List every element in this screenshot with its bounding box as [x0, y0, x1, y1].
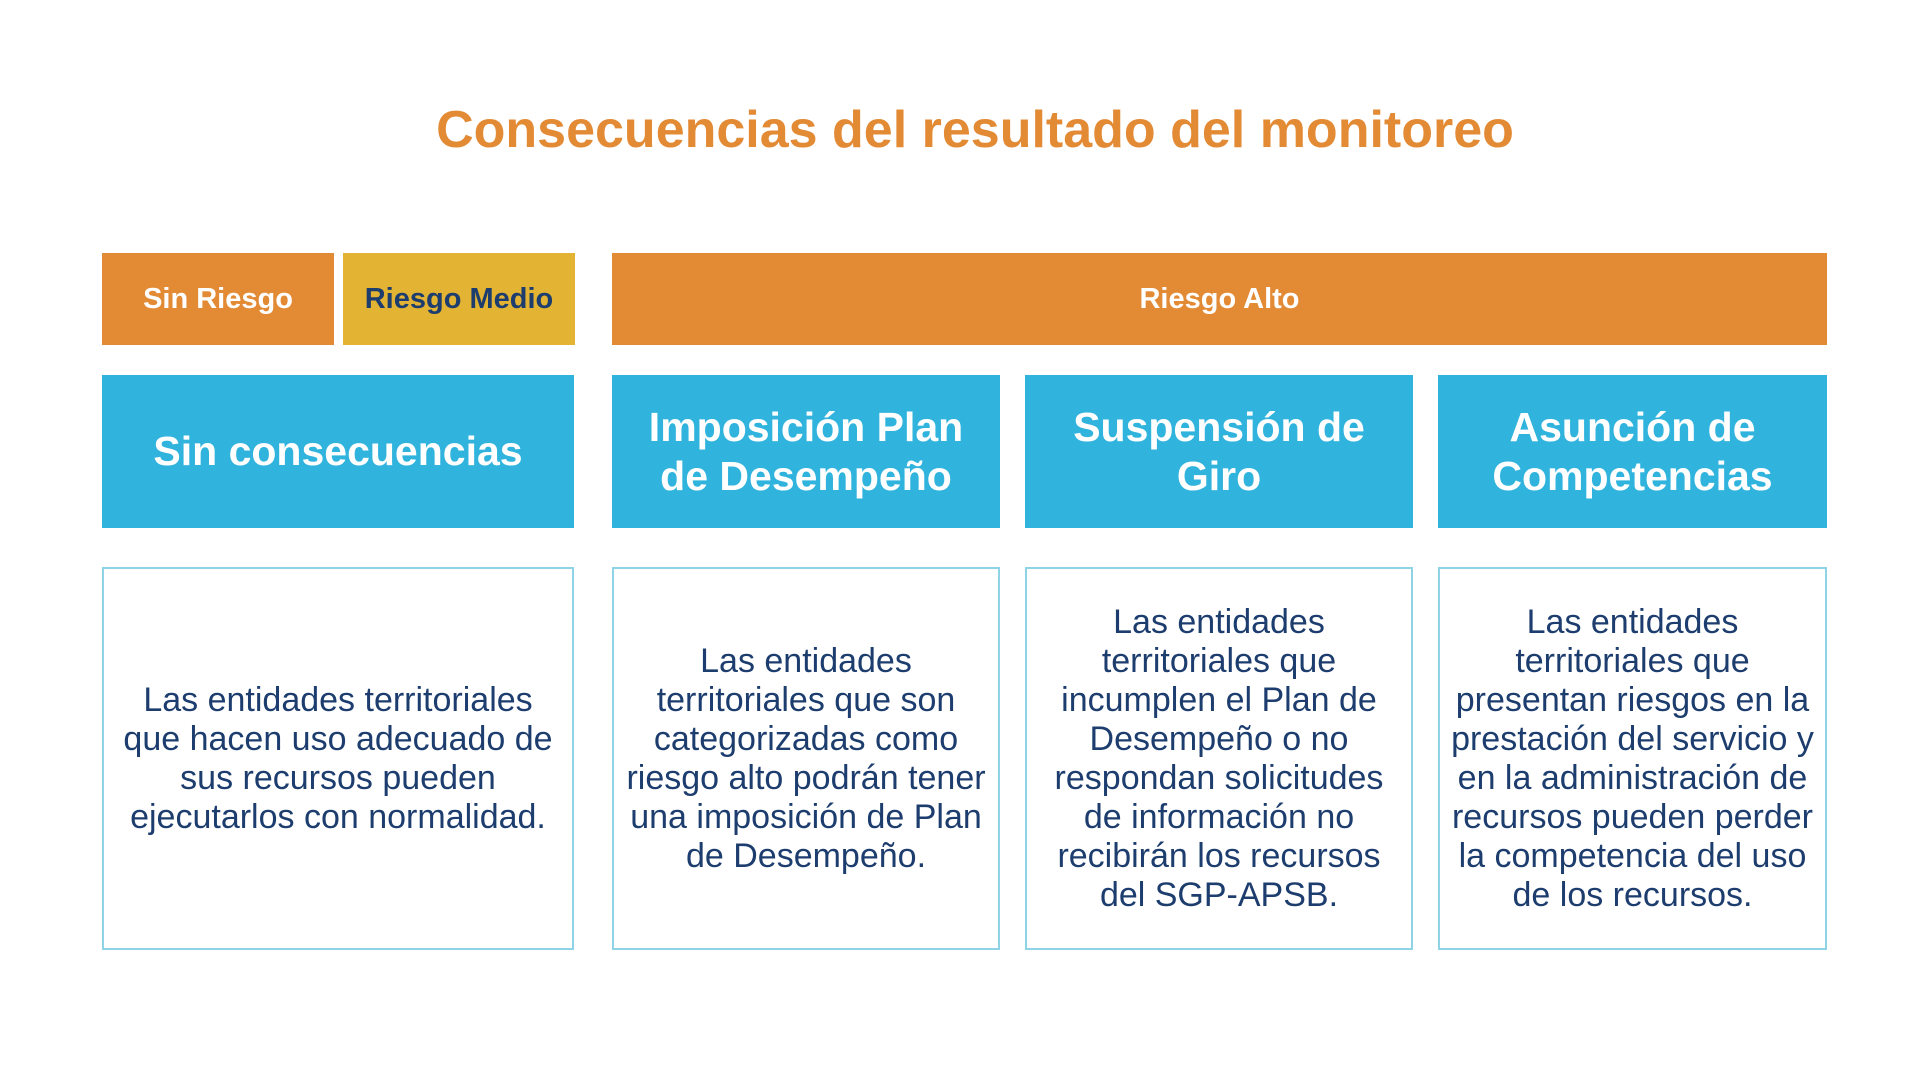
- risk-label-sin-riesgo: Sin Riesgo: [102, 253, 334, 345]
- description-suspension-giro: Las entidades territoriales que incumplen el Plan de Desempeño o no respondan solicitudes de información no recibirán los recursos del SGP-APSB.: [1025, 567, 1413, 950]
- heading-suspension-giro: Suspensión de Giro: [1025, 375, 1413, 528]
- description-imposicion-plan: Las entidades territoriales que son categorizadas como riesgo alto podrán tener una imposición de Plan de Desempeño.: [612, 567, 1000, 950]
- page-title: Consecuencias del resultado del monitoreo: [436, 101, 1514, 159]
- risk-label-riesgo-medio: Riesgo Medio: [343, 253, 575, 345]
- description-asuncion-competencias: Las entidades territoriales que presentan riesgos en la prestación del servicio y en la administración de recursos pueden perder la competencia del uso de los recursos.: [1438, 567, 1827, 950]
- heading-asuncion-competencias: Asunción de Competencias: [1438, 375, 1827, 528]
- description-sin-consecuencias: Las entidades territoriales que hacen uso adecuado de sus recursos pueden ejecutarlos con normalidad.: [102, 567, 574, 950]
- heading-imposicion-plan: Imposición Plan de Desempeño: [612, 375, 1000, 528]
- heading-sin-consecuencias: Sin consecuencias: [102, 375, 574, 528]
- risk-label-riesgo-alto: Riesgo Alto: [612, 253, 1827, 345]
